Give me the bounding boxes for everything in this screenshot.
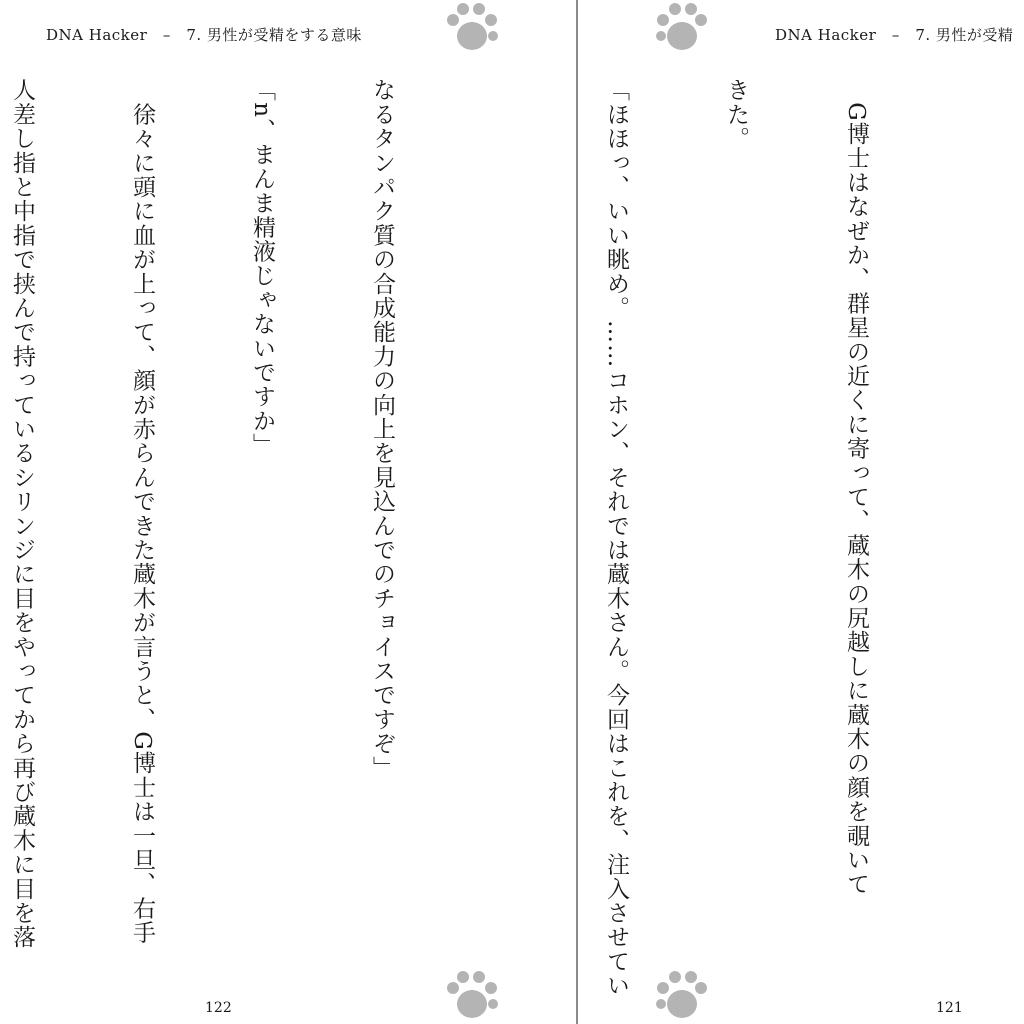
- running-header: DNA Hacker – 7. 男性が受精: [775, 26, 1014, 44]
- text-line: 「ほほっ、いい眺め。……コホン、それでは蔵木さん。今回はこれを、注入させてい: [603, 78, 629, 998]
- running-header: DNA Hacker – 7. 男性が受精をする意味: [46, 26, 362, 44]
- body-text: [0, 78, 482, 978]
- paw-print-icon: [446, 2, 500, 60]
- text-line: 徐々に頭に血が上って、顔が赤らんできた蔵木が言うと、G博士は一旦、右手: [129, 78, 155, 945]
- page-number: 122: [205, 1000, 232, 1016]
- paw-print-icon: [654, 2, 708, 60]
- paw-print-icon: [654, 970, 708, 1024]
- page-number: 121: [936, 1000, 963, 1016]
- text-line: 人差し指と中指で挟んで持っているシリンジに目をやってから再び蔵木に目を落: [9, 78, 35, 950]
- body-text: [578, 78, 956, 998]
- text-line: 「n、まんま精液じゃないですか」: [249, 78, 275, 458]
- text-line: なるタンパク質の合成能力の向上を見込んでのチョイスですぞ」: [369, 78, 395, 780]
- text-line: きた。: [723, 78, 749, 151]
- text-line: G博士はなぜか、群星の近くに寄って、蔵木の尻越しに蔵木の顔を覗いて: [843, 78, 869, 897]
- right-page: [578, 0, 1024, 1024]
- paw-print-icon: [446, 970, 500, 1024]
